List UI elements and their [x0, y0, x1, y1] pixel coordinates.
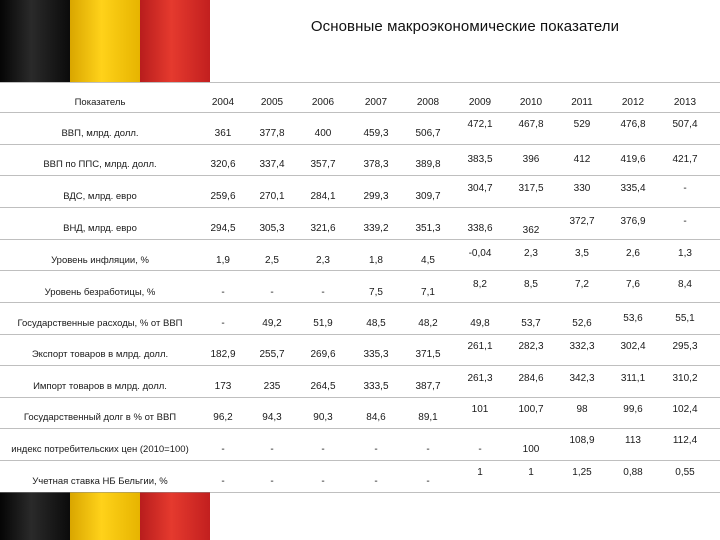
table-cell: 1,9	[216, 255, 230, 266]
table-cell: 294,5	[210, 223, 236, 234]
table-cell: 295,3	[672, 341, 698, 352]
table-divider	[0, 334, 720, 335]
row-label: ВНД, млрд. евро	[63, 223, 137, 234]
table-cell: 320,6	[210, 159, 236, 170]
page-title: Основные макроэкономические показатели	[310, 18, 620, 35]
table-cell: -	[221, 444, 225, 455]
table-cell: 2,3	[316, 255, 330, 266]
table-cell: 506,7	[415, 128, 441, 139]
table-cell: 309,7	[415, 191, 441, 202]
column-header-year: 2012	[621, 97, 645, 108]
table-cell: 2,3	[524, 248, 538, 259]
table-divider	[0, 397, 720, 398]
column-header-year: 2004	[211, 97, 235, 108]
table-cell: -	[270, 287, 274, 298]
table-divider	[0, 270, 720, 271]
table-cell: 338,6	[467, 223, 493, 234]
table-cell: 98	[576, 404, 588, 415]
table-cell: 330	[573, 183, 591, 194]
table-cell: 389,8	[415, 159, 441, 170]
table-divider	[0, 82, 720, 83]
table-cell: 52,6	[572, 318, 592, 329]
column-header-year: 2009	[468, 97, 492, 108]
table-cell: 89,1	[418, 412, 438, 423]
table-cell: 299,3	[363, 191, 389, 202]
row-label: Государственный долг в % от ВВП	[23, 412, 177, 423]
row-label: ВВП по ППС, млрд. долл.	[43, 159, 157, 170]
column-header-year: 2007	[364, 97, 388, 108]
table-cell: 102,4	[672, 404, 698, 415]
table-cell: 96,2	[213, 412, 233, 423]
table-divider	[0, 460, 720, 461]
table-cell: 419,6	[620, 154, 646, 165]
row-label: Государственные расходы, % от ВВП	[17, 318, 183, 329]
table-cell: 304,7	[467, 183, 493, 194]
column-header-year: 2005	[260, 97, 284, 108]
column-header-year: 2013	[673, 97, 697, 108]
table-cell: 48,2	[418, 318, 438, 329]
table-cell: 94,3	[262, 412, 282, 423]
table-cell: -	[374, 476, 378, 487]
table-cell: 49,2	[262, 318, 282, 329]
table-cell: 1	[528, 467, 534, 478]
table-cell: -	[478, 444, 482, 455]
table-cell: 270,1	[259, 191, 285, 202]
table-cell: 400	[314, 128, 332, 139]
table-cell: 2,5	[265, 255, 279, 266]
column-header-year: 2011	[571, 97, 593, 108]
table-cell: 335,4	[620, 183, 646, 194]
row-label: Уровень безработицы, %	[44, 287, 156, 298]
table-cell: 0,88	[623, 467, 643, 478]
table-cell: 284,6	[518, 373, 544, 384]
table-cell: 378,3	[363, 159, 389, 170]
table-cell: -	[221, 318, 225, 329]
table-cell: 8,5	[524, 279, 538, 290]
table-cell: 100	[522, 444, 540, 455]
table-cell: 1,8	[369, 255, 383, 266]
table-cell: 305,3	[259, 223, 285, 234]
table-cell: 362	[522, 225, 540, 236]
table-cell: 351,3	[415, 223, 441, 234]
table-cell: -	[270, 476, 274, 487]
table-cell: 2,6	[626, 248, 640, 259]
table-cell: -	[270, 444, 274, 455]
table-divider	[0, 302, 720, 303]
table-cell: -0,04	[468, 248, 492, 259]
table-cell: -	[374, 444, 378, 455]
table-divider	[0, 144, 720, 145]
table-cell: 472,1	[467, 119, 493, 130]
table-cell: -	[221, 287, 225, 298]
table-cell: 317,5	[518, 183, 544, 194]
table-cell: 7,1	[421, 287, 435, 298]
row-label: ВДС, млрд. евро	[63, 191, 137, 202]
table-cell: 261,3	[467, 373, 493, 384]
table-cell: -	[321, 476, 325, 487]
row-label: Импорт товаров в млрд. долл.	[33, 381, 167, 392]
table-cell: 284,1	[310, 191, 336, 202]
table-cell: 507,4	[672, 119, 698, 130]
row-label: Учетная ставка НБ Бельгии, %	[32, 476, 168, 487]
table-cell: 310,2	[672, 373, 698, 384]
table-divider	[0, 428, 720, 429]
table-cell: 173	[214, 381, 232, 392]
table-cell: 99,6	[623, 404, 643, 415]
table-cell: 311,1	[620, 373, 646, 384]
table-cell: 372,7	[569, 216, 595, 227]
table-divider	[0, 492, 720, 493]
table-cell: 101	[471, 404, 489, 415]
column-header-year: 2010	[519, 97, 543, 108]
table-cell: 335,3	[363, 349, 389, 360]
table-cell: 339,2	[363, 223, 389, 234]
column-header-year: 2008	[416, 97, 440, 108]
table-cell: 529	[573, 119, 591, 130]
table-cell: 7,6	[626, 279, 640, 290]
table-cell: 255,7	[259, 349, 285, 360]
table-cell: 182,9	[210, 349, 236, 360]
table-cell: 48,5	[366, 318, 386, 329]
table-divider	[0, 365, 720, 366]
table-cell: 84,6	[366, 412, 386, 423]
table-cell: 112,4	[672, 435, 698, 446]
table-cell: -	[321, 444, 325, 455]
table-cell: -	[321, 287, 325, 298]
table-cell: 0,55	[675, 467, 695, 478]
table-cell: 49,8	[470, 318, 490, 329]
table-cell: 282,3	[518, 341, 544, 352]
table-cell: 342,3	[569, 373, 595, 384]
table-cell: 90,3	[313, 412, 333, 423]
table-cell: 7,2	[575, 279, 589, 290]
table-cell: 337,4	[259, 159, 285, 170]
table-cell: -	[683, 183, 687, 194]
table-cell: 396	[522, 154, 540, 165]
table-cell: 100,7	[518, 404, 544, 415]
table-cell: 1,3	[678, 248, 692, 259]
table-cell: -	[221, 476, 225, 487]
table-cell: 8,2	[473, 279, 487, 290]
table-cell: 467,8	[518, 119, 544, 130]
table-cell: 302,4	[620, 341, 646, 352]
row-label: Экспорт товаров в млрд. долл.	[31, 349, 169, 360]
row-label: Уровень инфляции, %	[51, 255, 149, 266]
table-cell: 333,5	[363, 381, 389, 392]
table-cell: 261,1	[467, 341, 493, 352]
column-header-indicator: Показатель	[74, 97, 126, 108]
table-cell: -	[426, 476, 430, 487]
table-cell: 459,3	[363, 128, 389, 139]
table-cell: 269,6	[310, 349, 336, 360]
table-cell: 377,8	[259, 128, 285, 139]
table-divider	[0, 175, 720, 176]
table-cell: 113	[625, 435, 641, 446]
table-cell: 476,8	[620, 119, 646, 130]
table-cell: 371,5	[415, 349, 441, 360]
table-cell: 321,6	[310, 223, 336, 234]
table-cell: -	[683, 216, 687, 227]
table-cell: 53,6	[623, 313, 643, 324]
table-cell: -	[426, 444, 430, 455]
table-cell: 53,7	[521, 318, 541, 329]
table-cell: 1,25	[572, 467, 592, 478]
table-cell: 108,9	[569, 435, 595, 446]
table-cell: 1	[477, 467, 483, 478]
row-label: индекс потребительских цен (2010=100)	[11, 444, 189, 455]
table-cell: 421,7	[672, 154, 698, 165]
table-cell: 264,5	[310, 381, 336, 392]
table-cell: 3,5	[575, 248, 589, 259]
table-cell: 8,4	[678, 279, 692, 290]
table-cell: 412	[573, 154, 591, 165]
table-cell: 235	[263, 381, 281, 392]
table-cell: 259,6	[210, 191, 236, 202]
table-cell: 4,5	[421, 255, 435, 266]
table-divider	[0, 239, 720, 240]
table-cell: 383,5	[467, 154, 493, 165]
table-cell: 376,9	[620, 216, 646, 227]
table-divider	[0, 112, 720, 113]
table-cell: 7,5	[369, 287, 383, 298]
table-divider	[0, 207, 720, 208]
table-cell: 357,7	[310, 159, 336, 170]
row-label: ВВП, млрд. долл.	[61, 128, 139, 139]
table-cell: 332,3	[569, 341, 595, 352]
table-cell: 51,9	[313, 318, 333, 329]
column-header-year: 2006	[311, 97, 335, 108]
table-cell: 387,7	[415, 381, 441, 392]
table-cell: 361	[214, 128, 232, 139]
table-cell: 55,1	[675, 313, 695, 324]
